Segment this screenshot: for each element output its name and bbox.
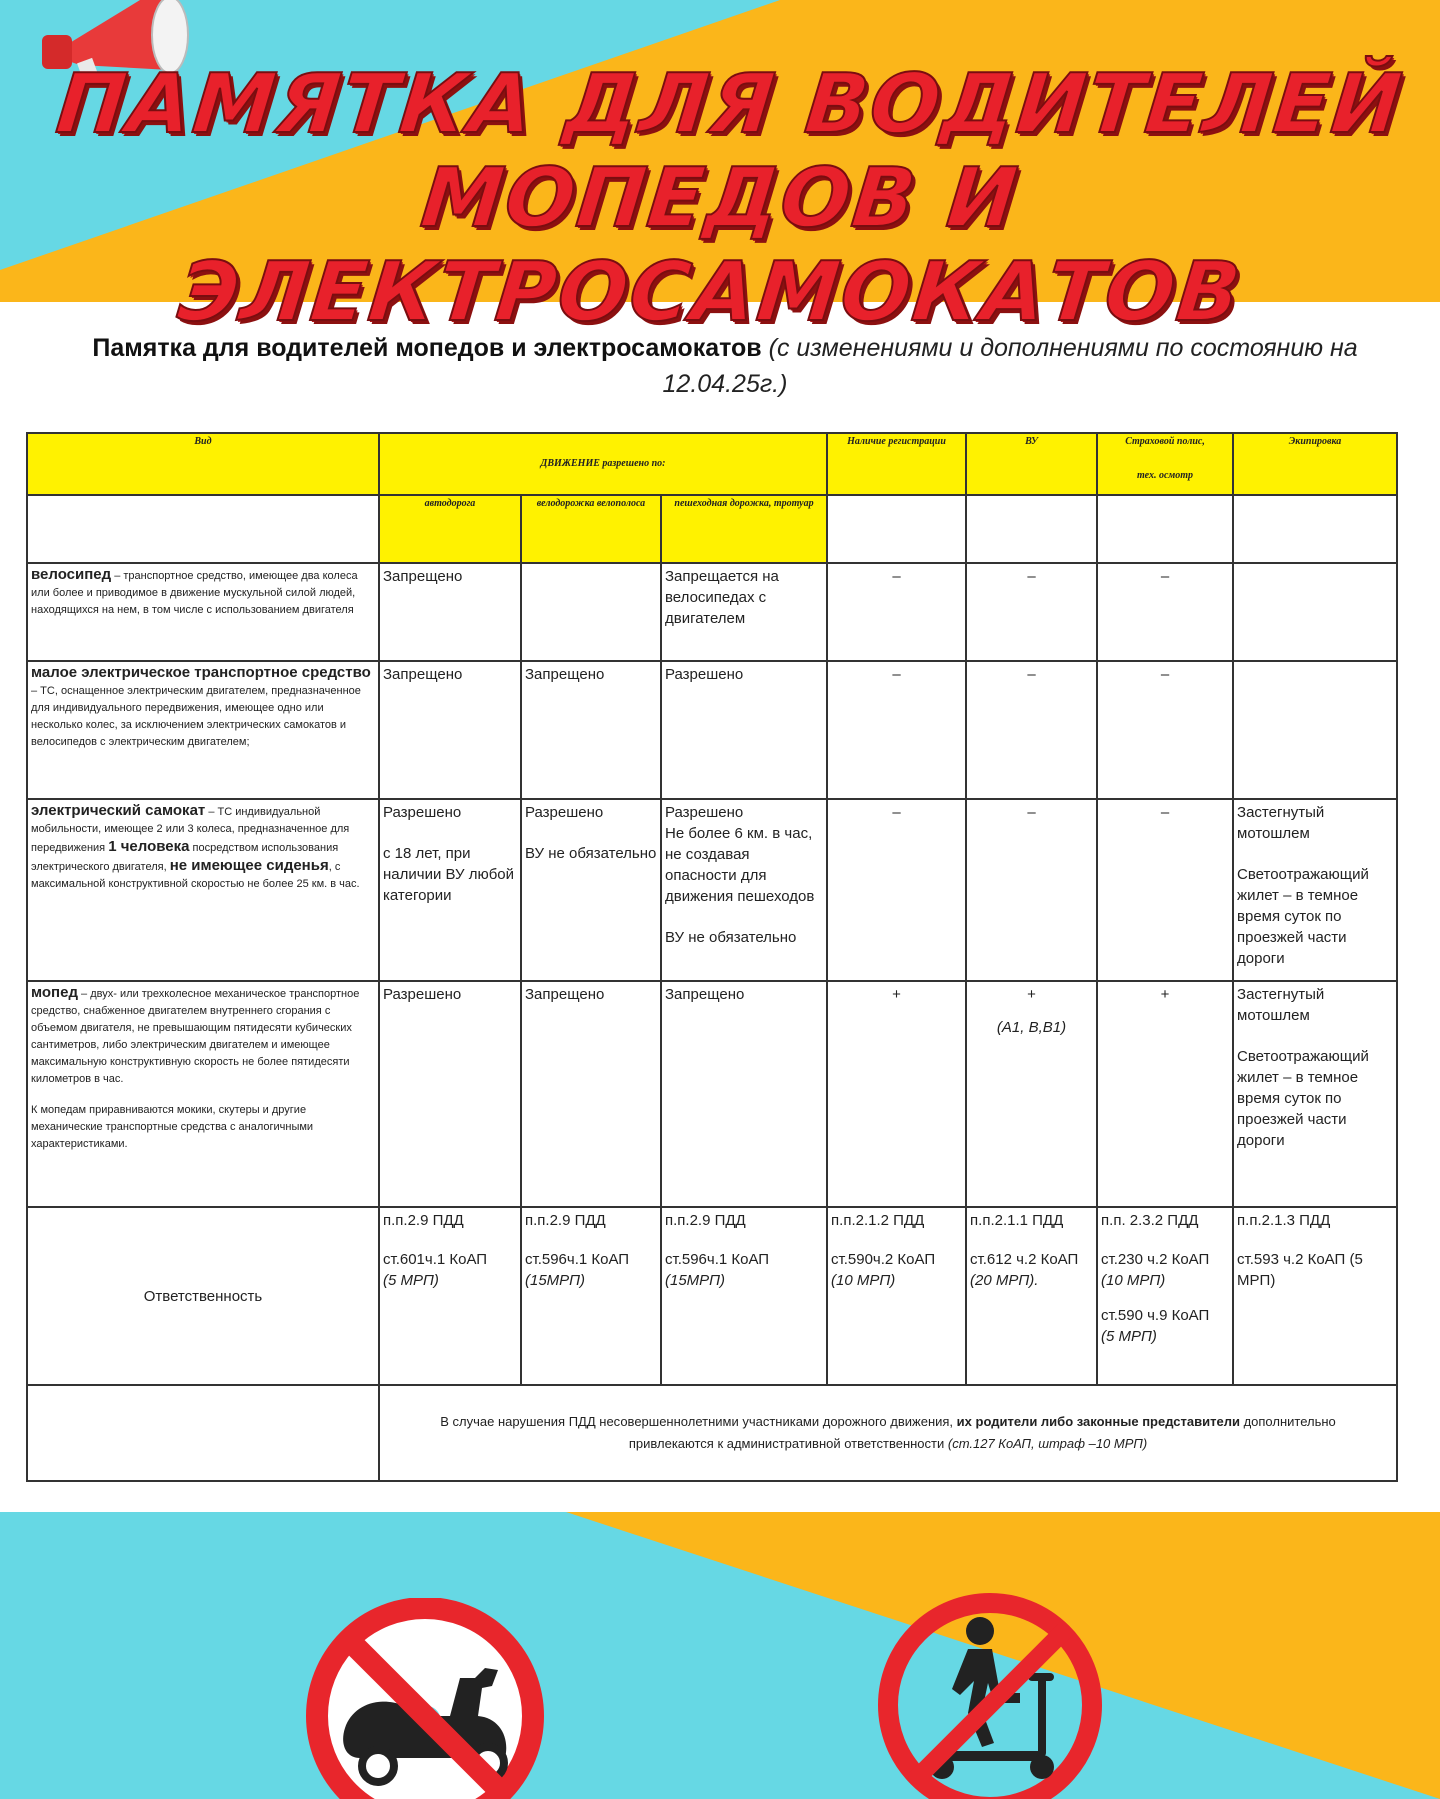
no-moped-icon [300, 1598, 550, 1799]
header-vid: Вид [27, 433, 379, 495]
subheader-bike-lane: велодорожка велополоса [521, 495, 661, 563]
cell-bicycle-ins: – [1097, 563, 1233, 661]
resp-road-b: ст.601ч.1 КоАП [383, 1251, 488, 1268]
cell-small-ev-ins: – [1097, 661, 1233, 799]
resp-vu-a: п.п.2.1.1 ПДД [970, 1212, 1064, 1229]
parents-note [379, 1385, 1397, 1481]
cell-bicycle-walk: Запрещается на велосипедах с двигателем [661, 563, 827, 661]
resp-equip-b: ст.593 ч.2 КоАП (5 МРП) [1237, 1251, 1363, 1289]
sheet-title-note: (с изменениями и дополнениями по состоянию на 12.04.25г.) [662, 334, 1358, 398]
header-equipment: Экипировка [1233, 433, 1397, 495]
sheet-title-main: Памятка для водителей мопедов и электросамокатов [92, 334, 762, 362]
cell-moped-vu-categories: (А1, В,В1) [996, 1019, 1067, 1036]
row-escooter-text-b: 1 человека [108, 838, 190, 855]
resp-ins-a: п.п. 2.3.2 ПДД [1101, 1212, 1199, 1229]
banner-title-line1: ПАМЯТКА ДЛЯ ВОДИТЕЛЕЙ [52, 57, 1408, 152]
row-escooter-name: электрический самокат [31, 802, 206, 819]
resp-reg-a: п.п.2.1.2 ПДД [831, 1212, 925, 1229]
cell-escooter-bike [521, 799, 661, 981]
cell-escooter-equip-a: Застегнутый мотошлем [1237, 804, 1325, 842]
header-registration: Наличие регистрации [827, 433, 966, 495]
subheader-empty [966, 495, 1097, 563]
resp-vu-c: (20 МРП). [970, 1272, 1039, 1289]
resp-walk-a: п.п.2.9 ПДД [665, 1212, 746, 1229]
cell-escooter-walk-b: Не более 6 км. в час, не создавая опасности для движения пешеходов [665, 825, 815, 905]
cell-escooter-walk-c: ВУ не обязательно [665, 929, 797, 946]
cell-small-ev-equip [1233, 661, 1397, 799]
row-escooter-text-d: не имеющее сиденья [169, 857, 329, 874]
responsibility-row [27, 1207, 1397, 1385]
resp-walk [661, 1207, 827, 1385]
resp-ins [1097, 1207, 1233, 1385]
cell-moped-road: Разрешено [379, 981, 521, 1207]
cell-bicycle-bike [521, 563, 661, 661]
resp-road-a: п.п.2.9 ПДД [383, 1212, 464, 1229]
subheader-empty [1097, 495, 1233, 563]
row-bicycle-desc [27, 563, 379, 661]
resp-road-c: (5 МРП) [383, 1272, 439, 1289]
memo-sheet [0, 302, 1440, 1512]
resp-ins-e: (5 МРП) [1101, 1328, 1157, 1345]
sheet-title [40, 330, 1410, 402]
note-part3: дополнительно привлекаются к административной ответственности [628, 1414, 1336, 1451]
table-row [27, 563, 1397, 661]
cell-moped-ins: + [1097, 981, 1233, 1207]
cell-bicycle-vu: – [966, 563, 1097, 661]
cell-moped-vu [966, 981, 1097, 1207]
resp-bike-c: (15МРП) [525, 1272, 586, 1289]
note-part4: (ст.127 КоАП, штраф –10 МРП) [947, 1436, 1148, 1451]
row-bicycle-name: велосипед [31, 566, 112, 583]
resp-reg [827, 1207, 966, 1385]
row-moped-text-b: К мопедам приравниваются мокики, скутеры и другие механические транспортные средства с аналогичными характеристиками. [31, 1104, 314, 1150]
subheader-road: автодорога [379, 495, 521, 563]
banner-title-line2: МОПЕДОВ И ЭЛЕКТРОСАМОКАТОВ [173, 151, 1247, 340]
row-small-ev-desc [27, 661, 379, 799]
row-bicycle-text: – транспортное средство, имеющее два колеса или более и приводимое в движение мускульной силой людей, находящихся на нем, в том числе с использованием двигателя [31, 570, 358, 616]
cell-bicycle-equip [1233, 563, 1397, 661]
cell-escooter-reg: – [827, 799, 966, 981]
note-row [27, 1385, 1397, 1481]
note-part2: их родители либо законные представители [956, 1414, 1240, 1429]
row-escooter-text-c: посредством использования электрического двигателя, [31, 842, 339, 873]
resp-reg-c: (10 МРП) [831, 1272, 896, 1289]
row-escooter-text-a: – ТС индивидуальной мобильности, имеющее 2 или 3 колеса, предназначенное для передвижения [31, 806, 350, 854]
resp-ins-c: (10 МРП) [1101, 1272, 1166, 1289]
note-empty [27, 1385, 379, 1481]
cell-escooter-vu: – [966, 799, 1097, 981]
row-small-ev-text: – ТС, оснащенное электрическим двигателем, предназначенное для индивидуального передвижения, имеющее одно или несколько колес, за исключением электрических самокатов и велосипедов с электрическим двигателем; [31, 685, 361, 748]
resp-equip-a: п.п.2.1.3 ПДД [1237, 1212, 1331, 1229]
subheader-sidewalk: пешеходная дорожка, тротуар [661, 495, 827, 563]
header-insurance [1097, 433, 1233, 495]
resp-bike [521, 1207, 661, 1385]
resp-bike-a: п.п.2.9 ПДД [525, 1212, 606, 1229]
cell-moped-bike: Запрещено [521, 981, 661, 1207]
subheader-empty [827, 495, 966, 563]
cell-moped-equip [1233, 981, 1397, 1207]
row-moped-desc [27, 981, 379, 1207]
cell-escooter-road-a: Разрешено [383, 804, 462, 821]
cell-escooter-bike-b: ВУ не обязательно [525, 845, 657, 862]
header-vu: ВУ [966, 433, 1097, 495]
cell-escooter-equip-b: Светоотражающий жилет – в темное время суток по проезжей части дороги [1237, 866, 1369, 967]
cell-escooter-bike-a: Разрешено [525, 804, 604, 821]
row-escooter-desc [27, 799, 379, 981]
row-moped-name: мопед [31, 984, 78, 1001]
cell-moped-vu-mark: + [1027, 986, 1036, 1003]
cell-bicycle-reg: – [827, 563, 966, 661]
table-subheader-row [27, 495, 1397, 563]
resp-reg-b: ст.590ч.2 КоАП [831, 1251, 936, 1268]
cell-small-ev-reg: – [827, 661, 966, 799]
table-row [27, 661, 1397, 799]
subheader-empty [1233, 495, 1397, 563]
row-moped-text-a: – двух- или трехколесное механическое транспортное средство, снабженное двигателем внутреннего сгорания с объемом двигателя, не превышающим пятидесяти кубических сантиметров, либо электрическим двигателем и имеющее максимальную конструктивную скорость не более пятидесяти километров в час. [31, 988, 360, 1085]
cell-small-ev-road: Запрещено [379, 661, 521, 799]
cell-moped-equip-b: Светоотражающий жилет – в темное время суток по проезжей части дороги [1237, 1048, 1369, 1149]
table-header-row [27, 433, 1397, 495]
responsibility-label: Ответственность [27, 1207, 379, 1385]
cell-escooter-equip [1233, 799, 1397, 981]
resp-walk-b: ст.596ч.1 КоАП [665, 1251, 770, 1268]
resp-walk-c: (15МРП) [665, 1272, 726, 1289]
cell-escooter-ins: – [1097, 799, 1233, 981]
cell-escooter-road-b: с 18 лет, при наличии ВУ любой категории [383, 845, 515, 904]
table-row [27, 981, 1397, 1207]
cell-escooter-road [379, 799, 521, 981]
cell-moped-equip-a: Застегнутый мотошлем [1237, 986, 1325, 1024]
memo-table [26, 432, 1398, 1482]
cell-moped-reg: + [827, 981, 966, 1207]
resp-road [379, 1207, 521, 1385]
row-small-ev-name: малое электрическое транспортное средство [31, 664, 371, 681]
cell-moped-walk: Запрещено [661, 981, 827, 1207]
resp-vu [966, 1207, 1097, 1385]
note-part1: В случае нарушения ПДД несовершеннолетними участниками дорожного движения, [440, 1414, 957, 1429]
header-movement: ДВИЖЕНИЕ разрешено по: [379, 433, 827, 495]
resp-vu-b: ст.612 ч.2 КоАП [970, 1251, 1079, 1268]
cell-escooter-walk-a: Разрешено [665, 804, 744, 821]
cell-small-ev-bike: Запрещено [521, 661, 661, 799]
cell-small-ev-vu: – [966, 661, 1097, 799]
subheader-empty [27, 495, 379, 563]
resp-ins-d: ст.590 ч.9 КоАП [1101, 1307, 1210, 1324]
cell-bicycle-road: Запрещено [379, 563, 521, 661]
no-scooter-icon [870, 1585, 1110, 1799]
resp-bike-b: ст.596ч.1 КоАП [525, 1251, 630, 1268]
resp-equip [1233, 1207, 1397, 1385]
cell-escooter-walk [661, 799, 827, 981]
resp-ins-b: ст.230 ч.2 КоАП [1101, 1251, 1210, 1268]
banner-title [0, 58, 1440, 340]
table-row [27, 799, 1397, 981]
header-insurance-line1: Страховой полис, [1125, 436, 1205, 447]
row-escooter-text-e: , с максимальной конструктивной скоростью не более 25 км. в час. [31, 861, 360, 890]
cell-small-ev-walk: Разрешено [661, 661, 827, 799]
header-insurance-line2: тех. осмотр [1137, 470, 1194, 481]
